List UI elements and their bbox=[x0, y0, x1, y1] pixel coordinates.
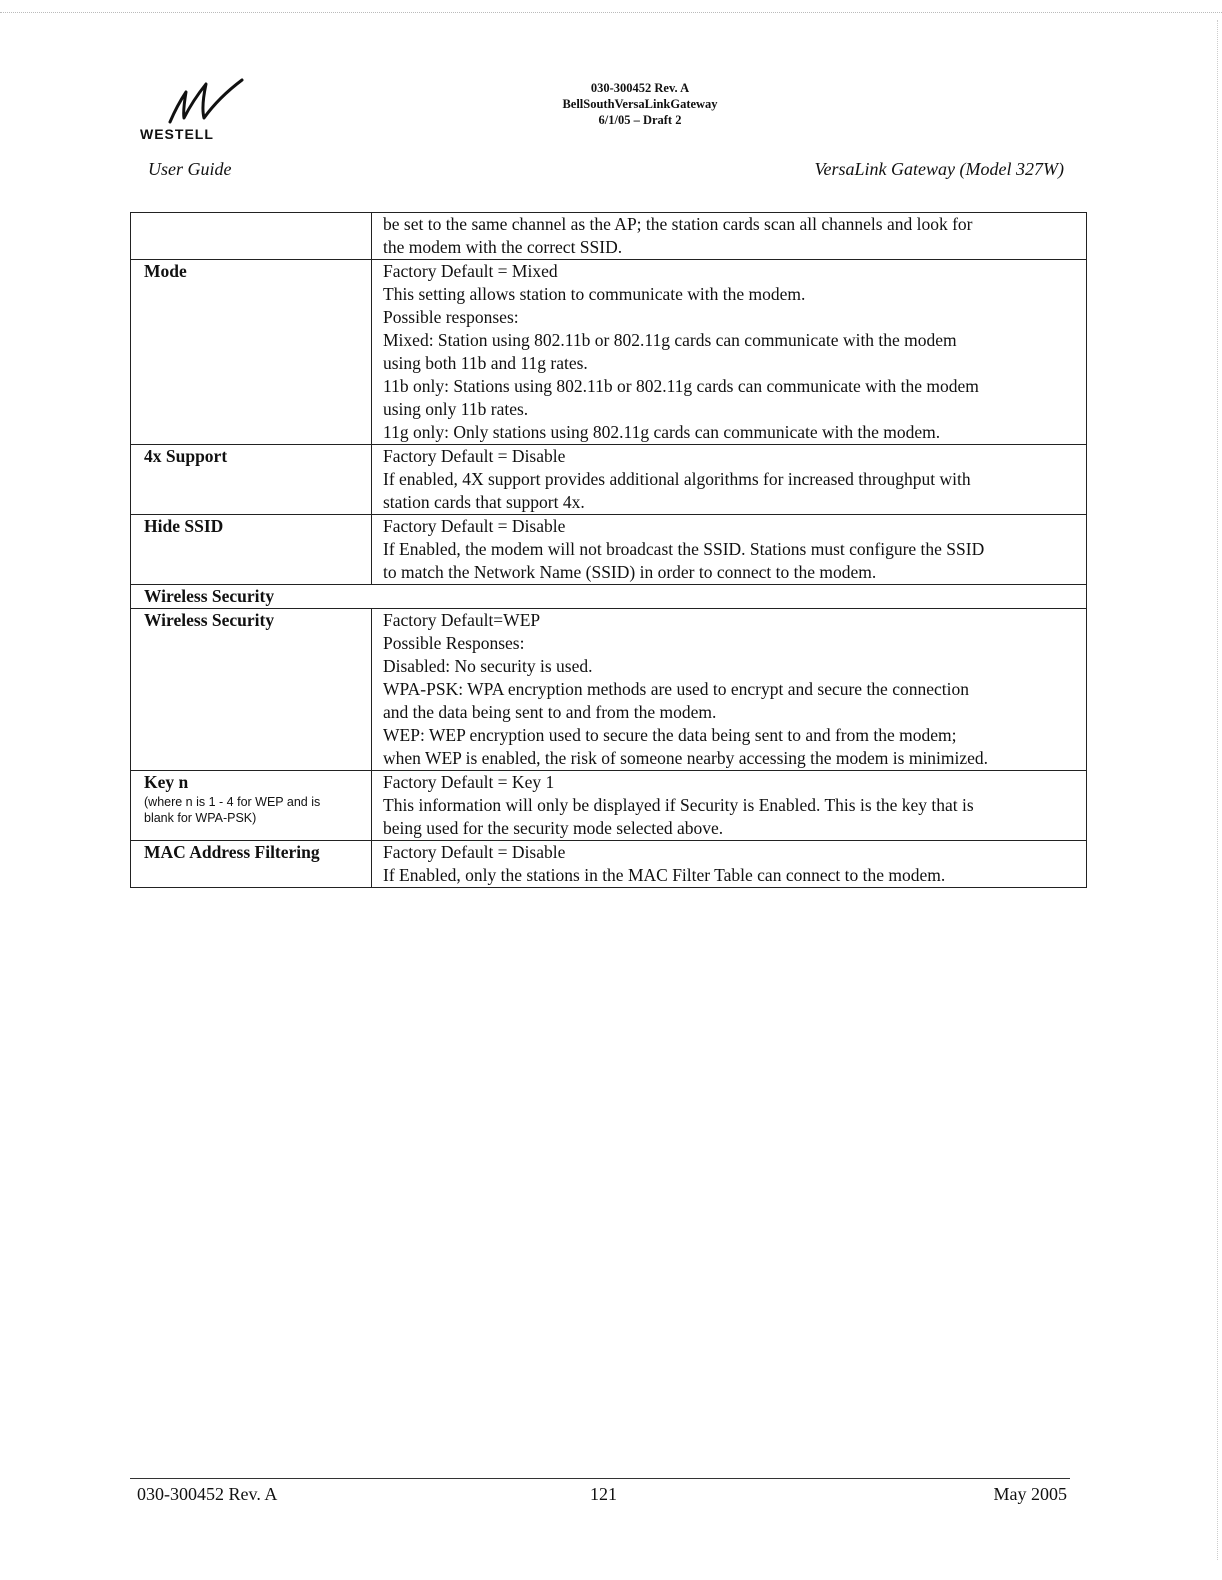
footer-date: May 2005 bbox=[993, 1484, 1067, 1504]
description-line: 11b only: Stations using 802.11b or 802.11g cards can communicate with the modem bbox=[383, 376, 979, 396]
westell-logo bbox=[140, 78, 260, 148]
description-line: Possible Responses: bbox=[383, 633, 525, 653]
description-line: If enabled, 4X support provides additional algorithms for increased throughput with bbox=[383, 469, 971, 489]
description-line: Mixed: Station using 802.11b or 802.11g cards can communicate with the modem bbox=[383, 330, 957, 350]
settings-table bbox=[130, 212, 1087, 888]
doc-number: 030-300452 Rev. A bbox=[590, 81, 690, 95]
doc-product: BellSouthVersaLinkGateway bbox=[562, 97, 718, 111]
setting-name-note: (where n is 1 - 4 for WEP and is bbox=[144, 795, 321, 809]
document-meta bbox=[440, 80, 840, 128]
setting-name: Key n bbox=[144, 772, 189, 792]
setting-name-cell bbox=[131, 213, 372, 260]
description-line: Factory Default=WEP bbox=[383, 610, 541, 630]
description-line: using both 11b and 11g rates. bbox=[383, 353, 588, 373]
description-line: WPA-PSK: WPA encryption methods are used to encrypt and secure the connection bbox=[383, 679, 969, 699]
setting-description-cell bbox=[372, 771, 1087, 841]
table-row bbox=[131, 445, 1087, 515]
setting-description-cell bbox=[372, 515, 1087, 585]
description-line: be set to the same channel as the AP; the station cards scan all channels and look for bbox=[383, 214, 973, 234]
settings-table-body bbox=[131, 213, 1087, 888]
table-row bbox=[131, 213, 1087, 260]
description-line: and the data being sent to and from the modem. bbox=[383, 702, 717, 722]
description-line: Possible responses: bbox=[383, 307, 519, 327]
description-line: 11g only: Only stations using 802.11g cards can communicate with the modem. bbox=[383, 422, 941, 442]
setting-description-cell bbox=[372, 609, 1087, 771]
description-line: the modem with the correct SSID. bbox=[383, 237, 623, 257]
description-line: If Enabled, only the stations in the MAC Filter Table can connect to the modem. bbox=[383, 865, 946, 885]
setting-name-cell bbox=[131, 609, 372, 771]
setting-name: Wireless Security bbox=[144, 610, 275, 630]
description-line: when WEP is enabled, the risk of someone nearby accessing the modem is minimized. bbox=[383, 748, 989, 768]
footer-doc-number: 030-300452 Rev. A bbox=[137, 1484, 278, 1504]
scan-edge-right bbox=[1217, 20, 1218, 1560]
description-line: If Enabled, the modem will not broadcast the SSID. Stations must configure the SSID bbox=[383, 539, 985, 559]
setting-name-cell bbox=[131, 771, 372, 841]
running-header-left: User Guide bbox=[148, 159, 232, 179]
description-line: station cards that support 4x. bbox=[383, 492, 585, 512]
setting-description-cell bbox=[372, 260, 1087, 445]
description-line: to match the Network Name (SSID) in order to connect to the modem. bbox=[383, 562, 877, 582]
setting-name: Hide SSID bbox=[144, 516, 224, 536]
description-line: Factory Default = Disable bbox=[383, 516, 566, 536]
scan-edge-top bbox=[0, 12, 1222, 13]
description-line: Disabled: No security is used. bbox=[383, 656, 593, 676]
setting-name-cell bbox=[131, 260, 372, 445]
description-line: Factory Default = Mixed bbox=[383, 261, 558, 281]
description-line: Factory Default = Key 1 bbox=[383, 772, 555, 792]
brand-name: WESTELL bbox=[140, 126, 214, 142]
description-line: This setting allows station to communicate with the modem. bbox=[383, 284, 806, 304]
description-line: Factory Default = Disable bbox=[383, 446, 566, 466]
description-line: This information will only be displayed if Security is Enabled. This is the key that is bbox=[383, 795, 974, 815]
table-row bbox=[131, 515, 1087, 585]
table-row bbox=[131, 260, 1087, 445]
description-line: being used for the security mode selected above. bbox=[383, 818, 724, 838]
doc-date: 6/1/05 – Draft 2 bbox=[598, 113, 682, 127]
table-row bbox=[131, 609, 1087, 771]
section-row bbox=[131, 585, 1087, 609]
setting-name: 4x Support bbox=[144, 446, 228, 466]
table-row bbox=[131, 841, 1087, 888]
section-heading: Wireless Security bbox=[131, 585, 1087, 609]
setting-description-cell bbox=[372, 445, 1087, 515]
setting-name: MAC Address Filtering bbox=[144, 842, 320, 862]
footer-rule bbox=[130, 1478, 1070, 1479]
westell-logo-icon bbox=[166, 78, 246, 128]
running-header-right: VersaLink Gateway (Model 327W) bbox=[814, 159, 1064, 179]
description-line: using only 11b rates. bbox=[383, 399, 529, 419]
setting-description-cell bbox=[372, 841, 1087, 888]
table-row bbox=[131, 771, 1087, 841]
setting-name-note: blank for WPA-PSK) bbox=[144, 811, 257, 825]
setting-name-cell bbox=[131, 841, 372, 888]
page-number: 121 bbox=[590, 1484, 617, 1504]
setting-name: Mode bbox=[144, 261, 187, 281]
description-line: Factory Default = Disable bbox=[383, 842, 566, 862]
setting-description-cell bbox=[372, 213, 1087, 260]
setting-name-cell bbox=[131, 445, 372, 515]
description-line: WEP: WEP encryption used to secure the data being sent to and from the modem; bbox=[383, 725, 957, 745]
setting-name-cell bbox=[131, 515, 372, 585]
